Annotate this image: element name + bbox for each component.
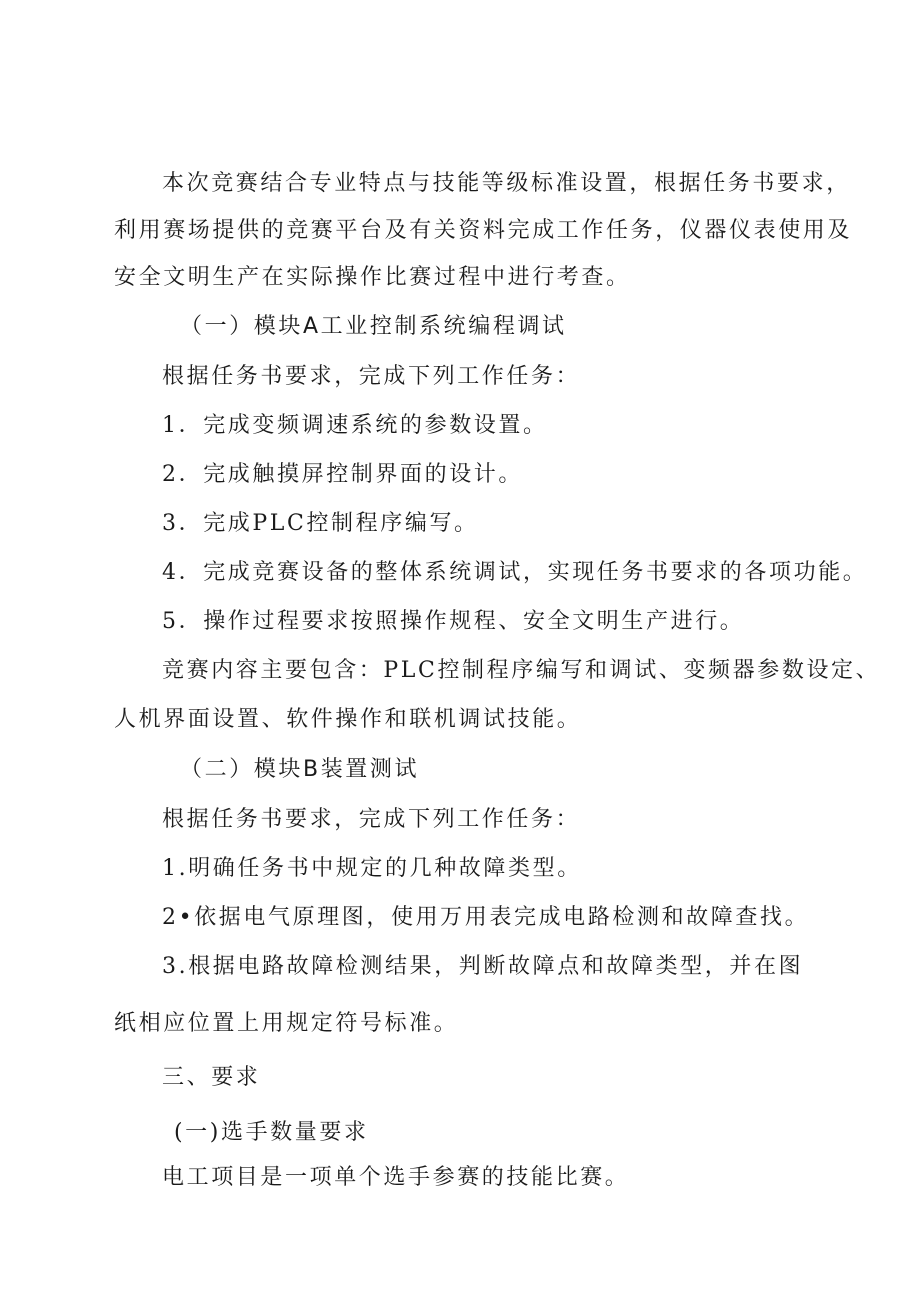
module-b-item-3-continued: 纸相应位置上用规定符号标准。: [114, 1011, 459, 1036]
module-b-item-2: 2•依据电气原理图，使用万用表完成电路检测和故障查找。: [162, 905, 810, 930]
module-b-lead: 根据任务书要求，完成下列工作任务：: [162, 807, 581, 832]
module-a-item-3: 3．完成PLC控制程序编写。: [162, 511, 479, 536]
intro-line-2: 利用赛场提供的竞赛平台及有关资料完成工作任务，仪器仪表使用及: [114, 218, 853, 243]
requirements-sub-heading: (一)选手数量要求: [174, 1120, 369, 1145]
module-a-item-4: 4．完成竞赛设备的整体系统调试，实现任务书要求的各项功能。: [162, 560, 868, 585]
module-b-item-3: 3.根据电路故障检测结果，判断故障点和故障类型，并在图: [162, 954, 804, 979]
intro-line-1: 本次竞赛结合专业特点与技能等级标准设置，根据任务书要求，: [162, 171, 851, 196]
module-a-item-2: 2．完成触摸屏控制界面的设计。: [162, 462, 523, 487]
requirements-text: 电工项目是一项单个选手参赛的技能比赛。: [162, 1165, 630, 1190]
module-b-heading: （二）模块B装置测试: [180, 757, 420, 782]
module-a-summary-line-1: 竞赛内容主要包含：PLC控制程序编写和调试、变频器参数设定、: [162, 658, 881, 683]
intro-line-3: 安全文明生产在实际操作比赛过程中进行考查。: [114, 265, 631, 290]
module-a-item-5: 5．操作过程要求按照操作规程、安全文明生产进行。: [162, 609, 745, 634]
module-a-heading: （一）模块A工业控制系统编程调试: [180, 314, 567, 339]
module-a-summary-line-2: 人机界面设置、软件操作和联机调试技能。: [114, 707, 582, 732]
module-a-lead: 根据任务书要求，完成下列工作任务：: [162, 364, 581, 389]
module-b-item-1: 1.明确任务书中规定的几种故障类型。: [162, 856, 582, 881]
module-a-item-1: 1．完成变频调速系统的参数设置。: [162, 413, 548, 438]
requirements-heading: 三、要求: [162, 1065, 261, 1090]
